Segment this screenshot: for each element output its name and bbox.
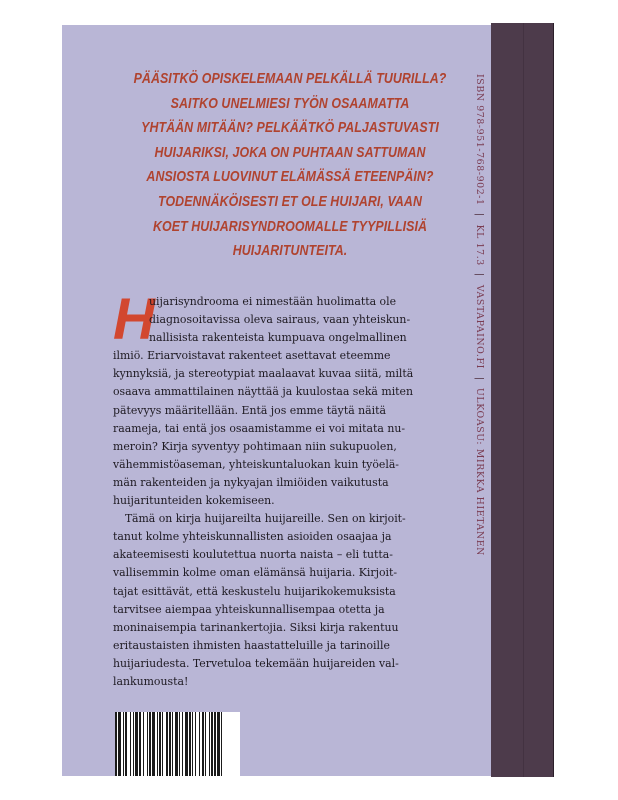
text-line: Tämä on kirja huijareilta huijareille. Sen on kirjoit- <box>125 512 406 526</box>
text-line: akateemisesti koulutettua nuorta naista – eli tutta- <box>113 548 393 562</box>
text-line: vallisemmin kolme oman elämänsä huijaria. Kirjoit- <box>113 566 398 580</box>
text-line: eritaustaisten ihmisten haastatteluille ja tarinoille <box>113 638 390 652</box>
blurb-headline <box>131 67 449 264</box>
blurb-line: HUIJARITUNTEITA. <box>232 243 348 260</box>
publisher-link: VASTAPAINO.FI <box>474 284 485 369</box>
text-line: tajat esittävät, että keskustelu huijarikokemuksista <box>113 584 396 598</box>
text-line: pätevyys määritellään. Entä jos emme täytä näitä <box>113 403 387 417</box>
publication-info <box>465 74 485 556</box>
text-line: raameja, tai entä jos osaamistamme ei voi mitata nu- <box>113 421 406 435</box>
barcode <box>115 712 240 776</box>
text-line: meroin? Kirja syventyy pohtimaan niin sukupuolen, <box>113 439 397 453</box>
paragraph-1 <box>113 287 456 510</box>
blurb-line: TODENNÄKÖISESTI ET OLE HUIJARI, VAAN <box>158 193 422 210</box>
text-line: tarvitsee aiempaa yhteiskunnallisempaa otetta ja <box>113 602 385 616</box>
separator: | <box>474 213 485 217</box>
description-text <box>113 287 456 691</box>
design-credit: ULKOASU: MIRKKA HIETANEN <box>474 387 485 556</box>
paragraph-2 <box>113 510 456 691</box>
blurb-line: KOET HUIJARISYNDROOMALLE TYYPILLISIÄ <box>152 218 428 235</box>
text-line: uijarisyndrooma ei nimestään huolimatta ole <box>149 295 397 308</box>
dropcap-letter: H <box>113 287 155 352</box>
isbn-text: ISBN 978-951-768-902-1 <box>474 74 485 206</box>
text-line: ilmiö. Eriarvoistavat rakenteet asettavat eteemme <box>113 349 391 363</box>
separator: | <box>474 376 485 381</box>
text-line: män rakenteiden ja nykyajan ilmiöiden vaikutusta <box>113 475 389 489</box>
text-line: huijariudesta. Tervetuloa tekemään huijareiden val- <box>113 656 399 670</box>
blurb-line: YHTÄÄN MITÄÄN? PELKÄÄTKÖ PALJASTUVASTI <box>141 120 439 137</box>
barcode-bar <box>222 712 224 776</box>
text-line: tanut kolme yhteiskunnallisten asioiden osaajaa ja <box>113 530 392 544</box>
classification-text: KL 17.3 <box>474 224 485 266</box>
text-line: moninaisempia tarinankertojia. Siksi kirja rakentuu <box>113 620 399 634</box>
text-line: huijaritunteiden kokemiseen. <box>113 494 275 508</box>
blurb-line: HUIJARIKSI, JOKA ON PUHTAAN SATTUMAN <box>154 144 426 161</box>
text-line: kynnyksiä, ja stereotypiat maalaavat kuvaa siitä, miltä <box>113 367 414 381</box>
text-line: nallisista rakenteista kumpuava ongelmallinen <box>149 331 407 345</box>
spine-fold-line <box>523 23 524 777</box>
blurb-line: ANSIOSTA LUOVINUT ELÄMÄSSÄ ETEENPÄIN? <box>146 169 434 186</box>
book-spine <box>491 23 554 777</box>
text-line: diagnosoitavissa oleva sairaus, vaan yhteiskun- <box>149 313 411 327</box>
blurb-line: SAITKO UNELMIESI TYÖN OSAAMATTA <box>170 95 410 112</box>
blurb-line: PÄÄSITKÖ OPISKELEMAAN PELKÄLLÄ TUURILLA? <box>133 71 447 87</box>
text-line: lankumousta! <box>113 674 189 688</box>
text-line: vähemmistöaseman, yhteiskuntaluokan kuin työelä- <box>113 457 399 471</box>
separator: | <box>474 273 485 278</box>
text-line: osaava ammattilainen näyttää ja kuulostaa sekä miten <box>113 385 414 399</box>
